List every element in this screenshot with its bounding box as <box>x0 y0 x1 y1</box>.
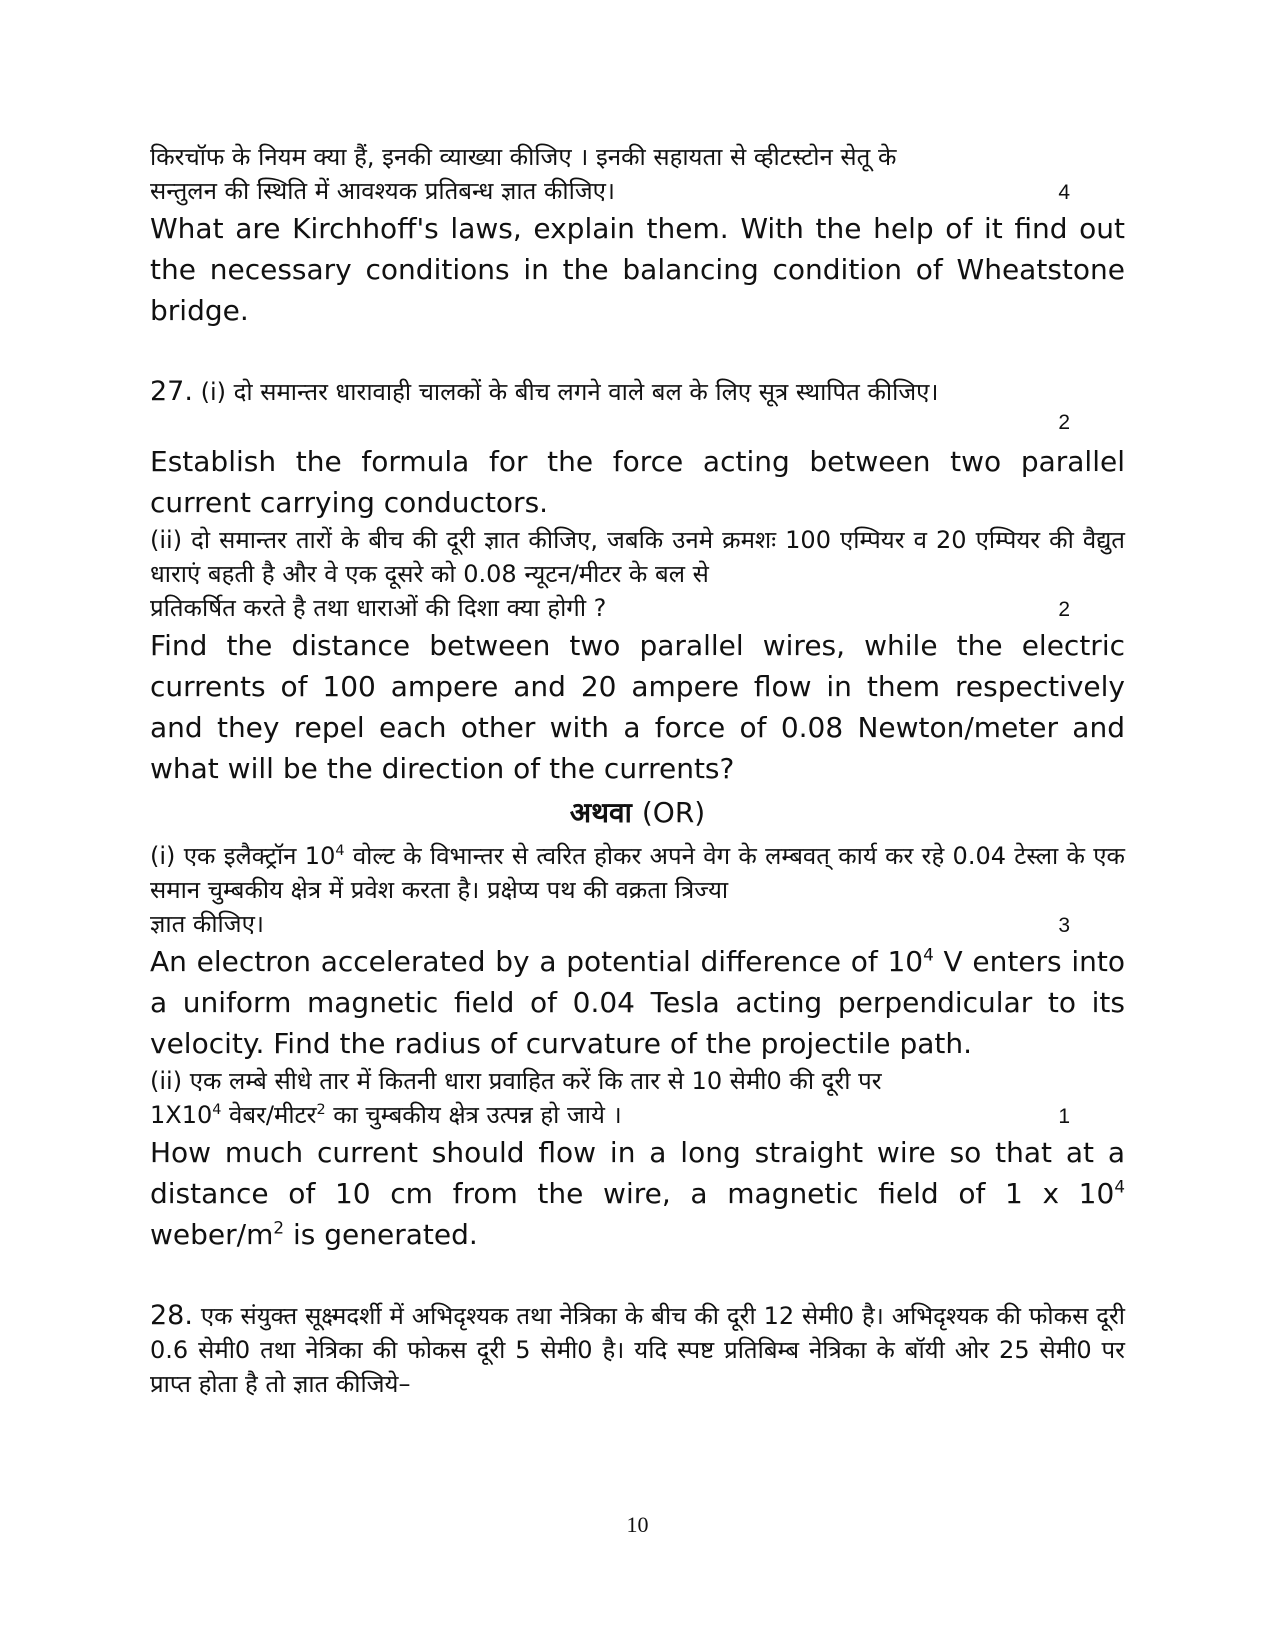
or-part2-hindi-a: एक लम्बे सीधे तार में कितनी धारा प्रवाहित करें कि तार से 10 सेमी0 की दूरी पर <box>189 1067 882 1095</box>
or-part2-english-c: is generated. <box>284 1218 478 1251</box>
or-part2-hindi-line2 <box>150 1098 622 1132</box>
or-part2-english-sup: 4 <box>1114 1176 1125 1197</box>
or-part1-marks: 3 <box>1058 914 1070 937</box>
q27-part2-label: (ii) <box>150 526 183 554</box>
q27-part2-marks: 2 <box>1058 598 1070 621</box>
q27-part1-english: Establish the formula for the force acting between two parallel current carrying conductors. <box>150 445 1125 519</box>
or-heading <box>150 793 1125 833</box>
or-part1-hindi-b: वोल्ट के विभान्तर से त्वरित होकर अपने वेग के लम्बवत् कार्य कर रहे 0.04 टेस्ला के एक समान चुम्बकीय क्षेत्र में प्रवेश करता है। प्रक्षेप्य पथ की वक्रता त्रिज्या <box>150 842 1125 904</box>
or-part1-english-b: V enters into a uniform magnetic field of 0.04 Tesla acting perpendicular to its velocity. Find the radius of curvature of the projectile path. <box>150 945 1125 1060</box>
or-part1-english-sup: 4 <box>923 944 934 965</box>
or-part1-english-a: An electron accelerated by a potential difference of 10 <box>150 945 924 978</box>
q26-english: What are Kirchhoff's laws, explain them. With the help of it find out the necessary conditions in the balancing condition of Wheatstone bridge. <box>150 212 1125 327</box>
q27-part2-hindi-last-row <box>150 591 1125 625</box>
or-part2-hindi-sup2: 2 <box>316 1102 326 1118</box>
question-27 <box>150 375 1125 789</box>
q27-part2-hindi-text: दो समान्तर तारों के बीच की दूरी ज्ञात कीजिए, जबकि उनमे क्रमशः 100 एम्पियर व 20 एम्पियर की वैद्युत धाराएं बहती है और वे एक दूसरे को 0.08 न्यूटन/मीटर के बल से <box>150 526 1125 588</box>
q28-hindi <box>150 1299 1125 1401</box>
or-part2-marks: 1 <box>1058 1105 1070 1128</box>
or-part2-english-b: weber/m <box>150 1218 274 1251</box>
or-part1-english <box>150 941 1125 1064</box>
or-part1-label: (i) <box>150 842 176 870</box>
or-part2-english-a: How much current should flow in a long straight wire so that at a distance of 10 cm from the wire, a magnetic field of 1 x 10 <box>150 1136 1125 1210</box>
or-part2-hindi-b2: वेबर/मीटर <box>221 1101 317 1129</box>
q27-part1-hindi-text: दो समान्तर धारावाही चालकों के बीच लगने वाले बल के लिए सूत्र स्थापित कीजिए। <box>233 378 939 406</box>
or-heading-hindi: अथवा <box>569 796 632 829</box>
or-part2-hindi-sup: 4 <box>212 1102 222 1118</box>
or-part1-hindi <box>150 839 1125 907</box>
or-heading-english: (OR) <box>641 796 706 829</box>
or-part1-hindi-tail: ज्ञात कीजिए। <box>150 910 264 938</box>
spacer <box>150 331 1125 375</box>
or-part1-hindi-sup: 4 <box>335 843 345 859</box>
q27-part1-marks: 2 <box>1058 411 1070 434</box>
or-part2-english-sup2: 2 <box>273 1217 285 1238</box>
q27-part2-hindi-tail: प्रतिकर्षित करते है तथा धाराओं की दिशा क्या होगी ? <box>150 594 607 622</box>
q26-hindi-last-row <box>150 174 1125 208</box>
or-part2-label: (ii) <box>150 1067 183 1095</box>
q27-part2-hindi <box>150 523 1125 591</box>
page-number: 10 <box>626 1512 649 1537</box>
spacer <box>150 1255 1125 1299</box>
q26-hindi-line2: सन्तुलन की स्थिति में आवश्यक प्रतिबन्ध ज्ञात कीजिए। <box>150 177 616 205</box>
q27-part2-english: Find the distance between two parallel wires, while the electric currents of 100 ampere and 20 ampere flow in them respectively and they repel each other with a force of 0.08 Newton/meter and what will be the direction of the currents? <box>150 629 1125 785</box>
question-28 <box>150 1299 1125 1401</box>
or-alternative <box>150 839 1125 1255</box>
q27-number: 27. <box>150 376 193 407</box>
or-part1-hindi-last-row <box>150 907 1125 941</box>
q28-number: 28. <box>150 1300 193 1331</box>
q27-part1-label: (i) <box>200 378 226 406</box>
q27-part1-marks-row <box>150 409 1125 441</box>
or-part1-hindi-a: एक इलैक्ट्रॉन 10 <box>183 842 336 870</box>
question-26 <box>150 140 1125 331</box>
or-part2-hindi-b1: 1X10 <box>150 1101 213 1129</box>
or-part2-hindi-line1 <box>150 1064 1125 1098</box>
q27-part1-hindi <box>150 375 1125 409</box>
or-part2-hindi-last-row <box>150 1098 1125 1132</box>
q28-hindi-text: एक संयुक्त सूक्ष्मदर्शी में अभिदृश्यक तथा नेत्रिका के बीच की दूरी 12 सेमी0 है। अभिदृश्यक की फोकस दूरी 0.6 सेमी0 तथा नेत्रिका की फोकस दूरी 5 सेमी0 है। यदि स्पष्ट प्रतिबिम्ब नेत्रिका के बॉयी ओर 25 सेमी0 पर प्राप्त होता है तो ज्ञात कीजिये– <box>150 1302 1125 1398</box>
q26-hindi-line1: किरचॉफ के नियम क्या हैं, इनकी व्याख्या कीजिए । इनकी सहायता से व्हीटस्टोन सेतू के <box>150 143 897 171</box>
q26-marks: 4 <box>1058 181 1070 204</box>
question-page <box>150 140 1125 1401</box>
or-part2-english <box>150 1132 1125 1255</box>
or-part2-hindi-b3: का चुम्बकीय क्षेत्र उत्पन्न हो जाये । <box>325 1101 622 1129</box>
